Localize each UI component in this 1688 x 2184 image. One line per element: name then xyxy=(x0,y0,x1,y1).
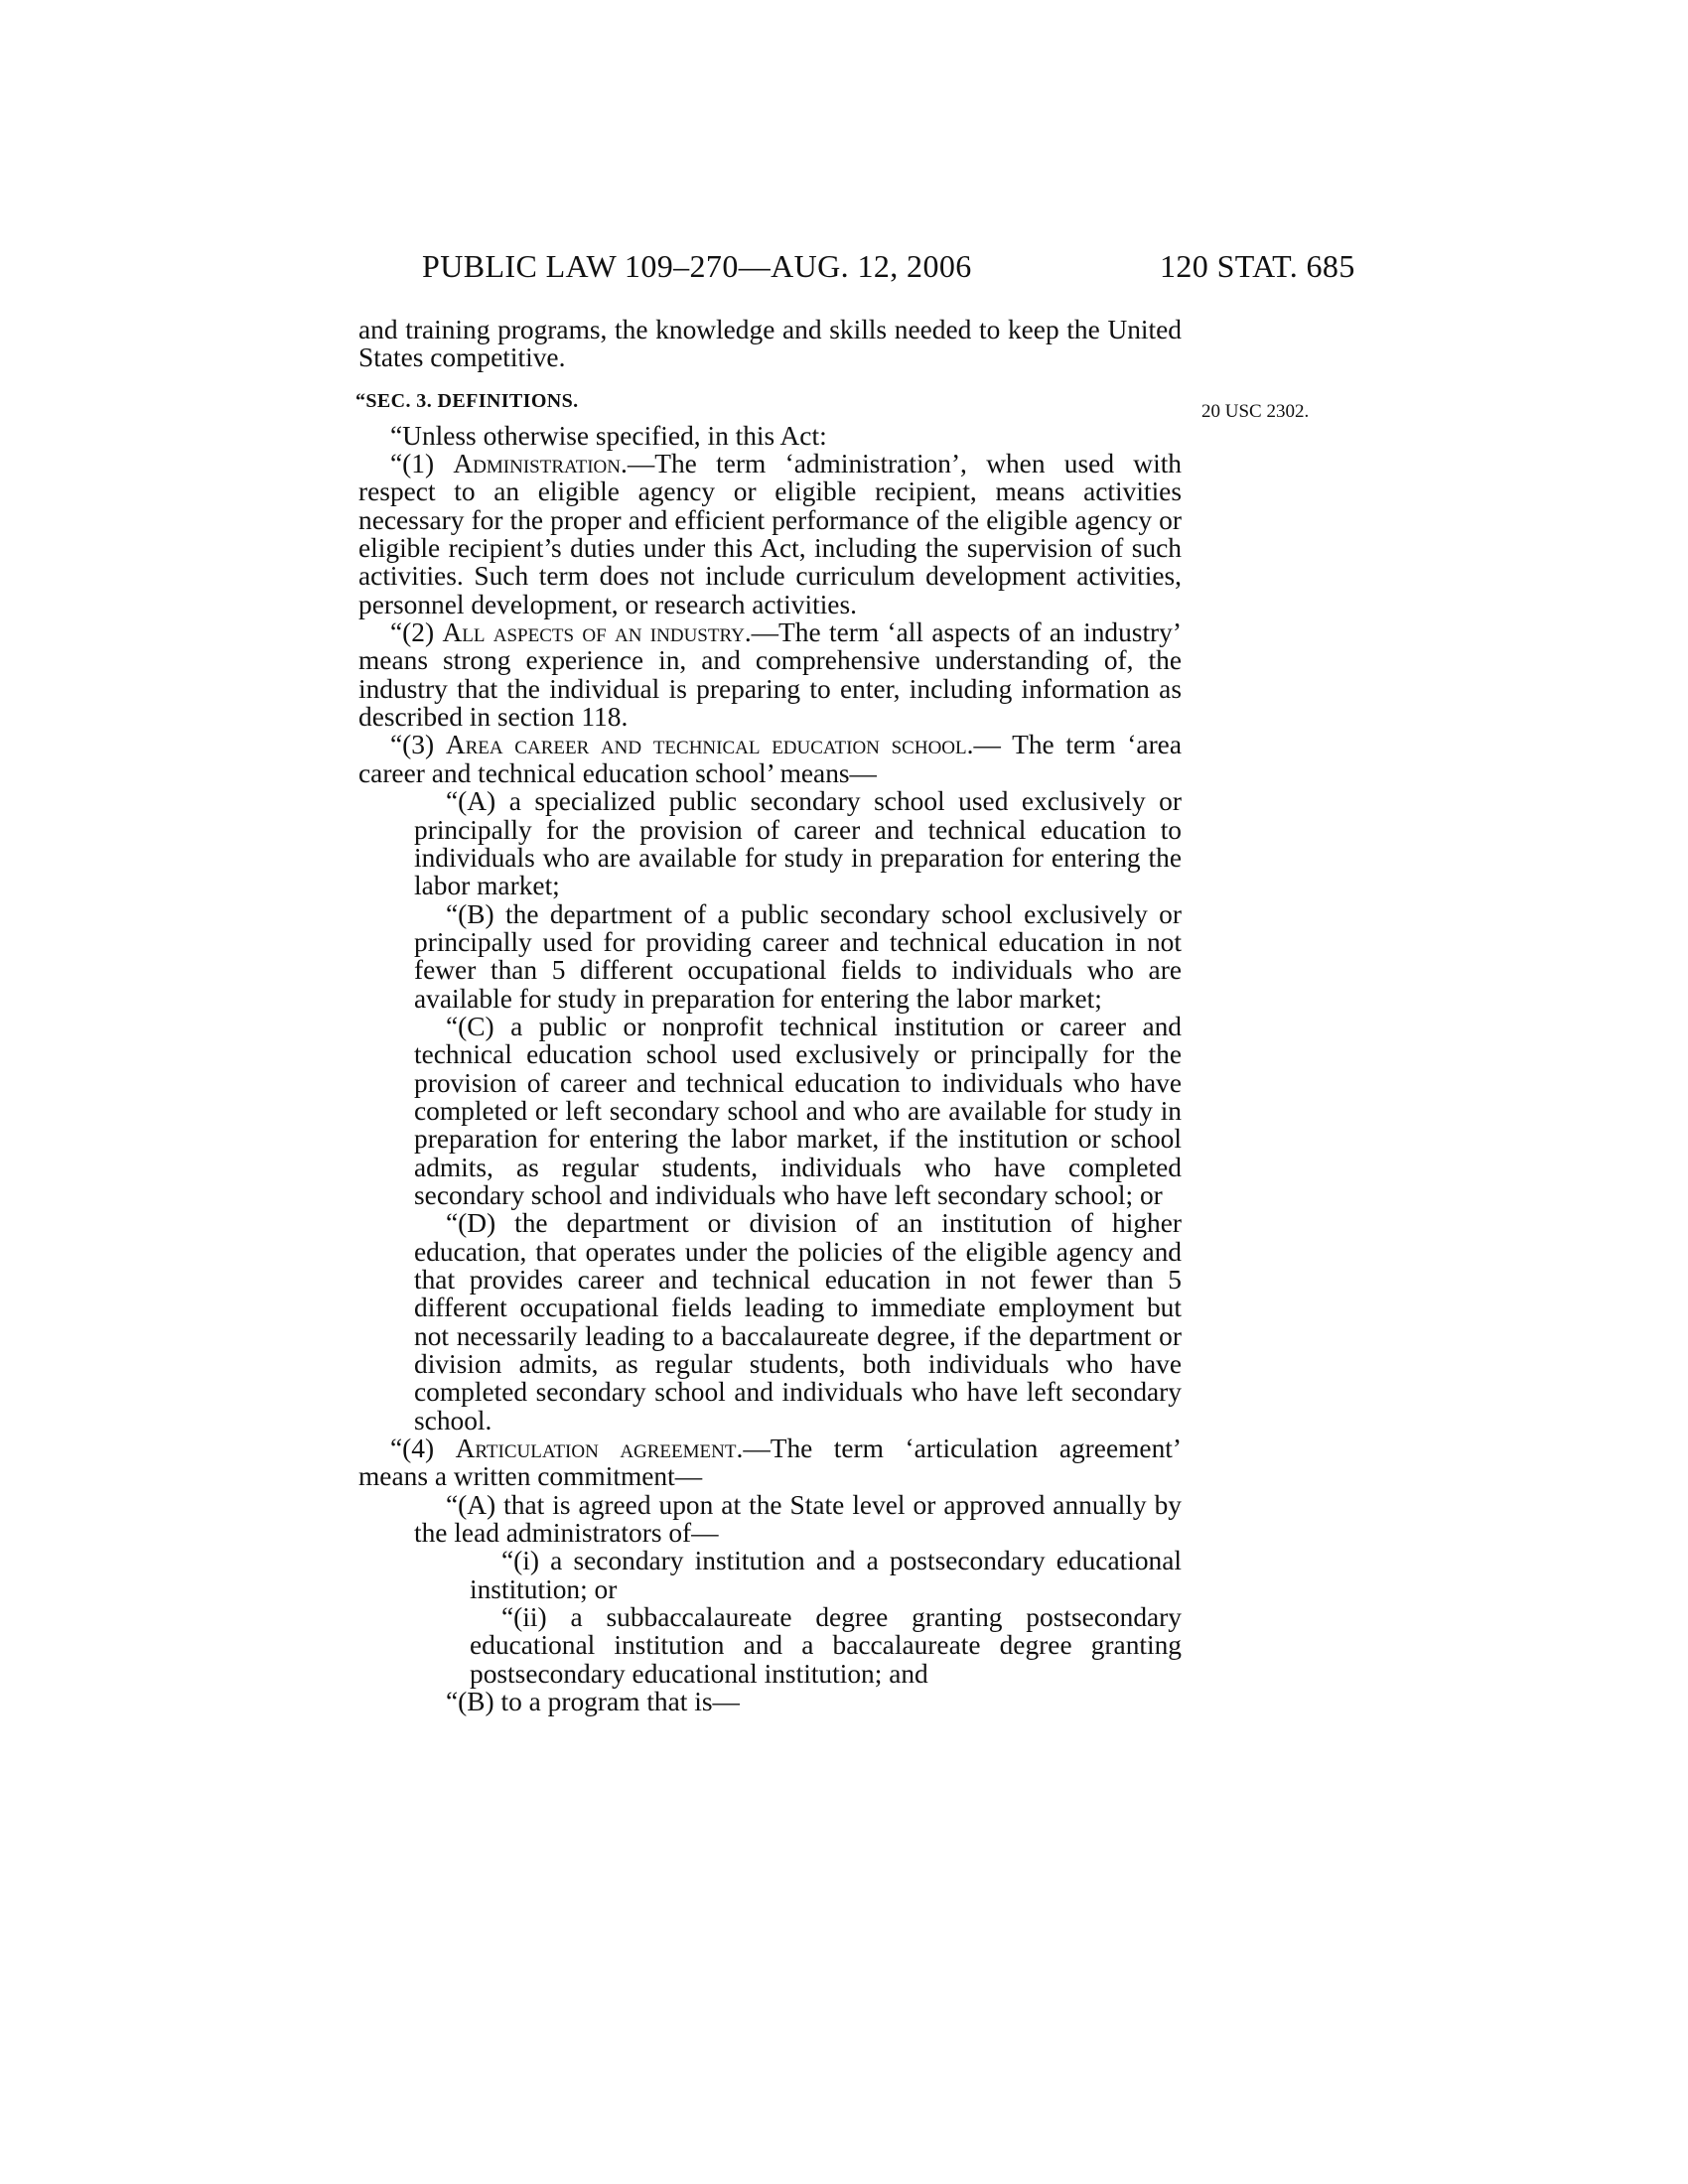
page-number: 120 STAT. 685 xyxy=(1160,248,1355,284)
definition-3 xyxy=(358,731,1182,787)
definition-1-number: “(1) xyxy=(390,449,454,479)
definition-1-text: .—The term ‘administration’, when used with respect to an eligible agency or eligible recipient, means activities necessary for the proper and efficient performance of the eligible agency or eligible recipient’s duties under this Act, including the supervision of such activities. Such term does not include curriculum development activities, personnel development, or research activities. xyxy=(358,449,1182,619)
definition-2 xyxy=(358,618,1182,731)
definition-4 xyxy=(358,1434,1182,1491)
definitions-intro: “Unless otherwise specified, in this Act: xyxy=(390,420,827,451)
definition-4-term: Articulation agreement xyxy=(455,1433,737,1464)
definition-3-c: “(C) a public or nonprofit technical institution or career and technical education school used exclusively or principally for the provision of career and technical education to individuals who have completed or left secondary school and who are available for study in preparation for entering the labor market, if the institution or school admits, as regular students, individuals who have completed secondary school and individuals who have left secondary school; or xyxy=(414,1011,1182,1210)
usc-margin-citation: 20 USC 2302. xyxy=(1201,401,1310,422)
definition-3-number: “(3) xyxy=(390,730,446,760)
running-head-title: PUBLIC LAW 109–270—AUG. 12, 2006 xyxy=(422,248,972,284)
definition-1-term: Administration xyxy=(453,449,621,479)
definition-1 xyxy=(358,450,1182,618)
definition-4-text: .—The term ‘articulation agreement’ means a written commitment— xyxy=(358,1433,1182,1492)
section-heading: “SEC. 3. DEFINITIONS. xyxy=(355,389,579,412)
definition-4-a-i: “(i) a secondary institution and a postsecondary educational institution; or xyxy=(470,1546,1182,1604)
definition-3-dash: .— xyxy=(966,730,1001,760)
definition-3-text: The term ‘area career and technical education school’ means— xyxy=(358,730,1182,788)
definition-3-term: Area career and technical education school xyxy=(445,730,967,760)
definition-3-b: “(B) the department of a public secondary school exclusively or principally used for providing career and technical education in not fewer than 5 different occupational fields to individuals who are available for study in preparation for entering the labor market; xyxy=(414,898,1182,1014)
definition-3-a: “(A) a specialized public secondary school used exclusively or principally for the provision of career and technical education to individuals who are available for study in preparation for entering the labor market; xyxy=(414,786,1182,901)
definition-2-number: “(2) xyxy=(390,617,443,648)
definition-2-text: .—The term ‘all aspects of an industry’ means strong experience in, and comprehensive understanding of, the industry that the individual is preparing to enter, including information as described in section 118. xyxy=(358,617,1182,733)
definition-3-d: “(D) the department or division of an institution of higher education, that operates under the policies of the eligible agency and that provides career and technical education in not fewer than 5 different occupational fields leading to immediate employment but not necessarily leading to a baccalaureate degree, if the department or division admits, as regular students, both individuals who have completed secondary school and individuals who have left secondary school. xyxy=(414,1208,1182,1435)
definition-4-a-ii: “(ii) a subbaccalaureate degree granting postsecondary educational institution and a baccalaureate degree granting postsecondary educational institution; and xyxy=(470,1602,1182,1689)
definition-4-b: “(B) to a program that is— xyxy=(446,1687,740,1717)
continuation-paragraph: and training programs, the knowledge and skills needed to keep the United States competitive. xyxy=(358,315,1182,373)
definition-2-term: All aspects of an industry xyxy=(442,617,745,648)
statute-text xyxy=(355,315,1182,1717)
definition-4-number: “(4) xyxy=(390,1433,456,1464)
running-head xyxy=(0,248,1688,288)
definition-4-a: “(A) that is agreed upon at the State level or approved annually by the lead administrators of— xyxy=(414,1489,1182,1549)
